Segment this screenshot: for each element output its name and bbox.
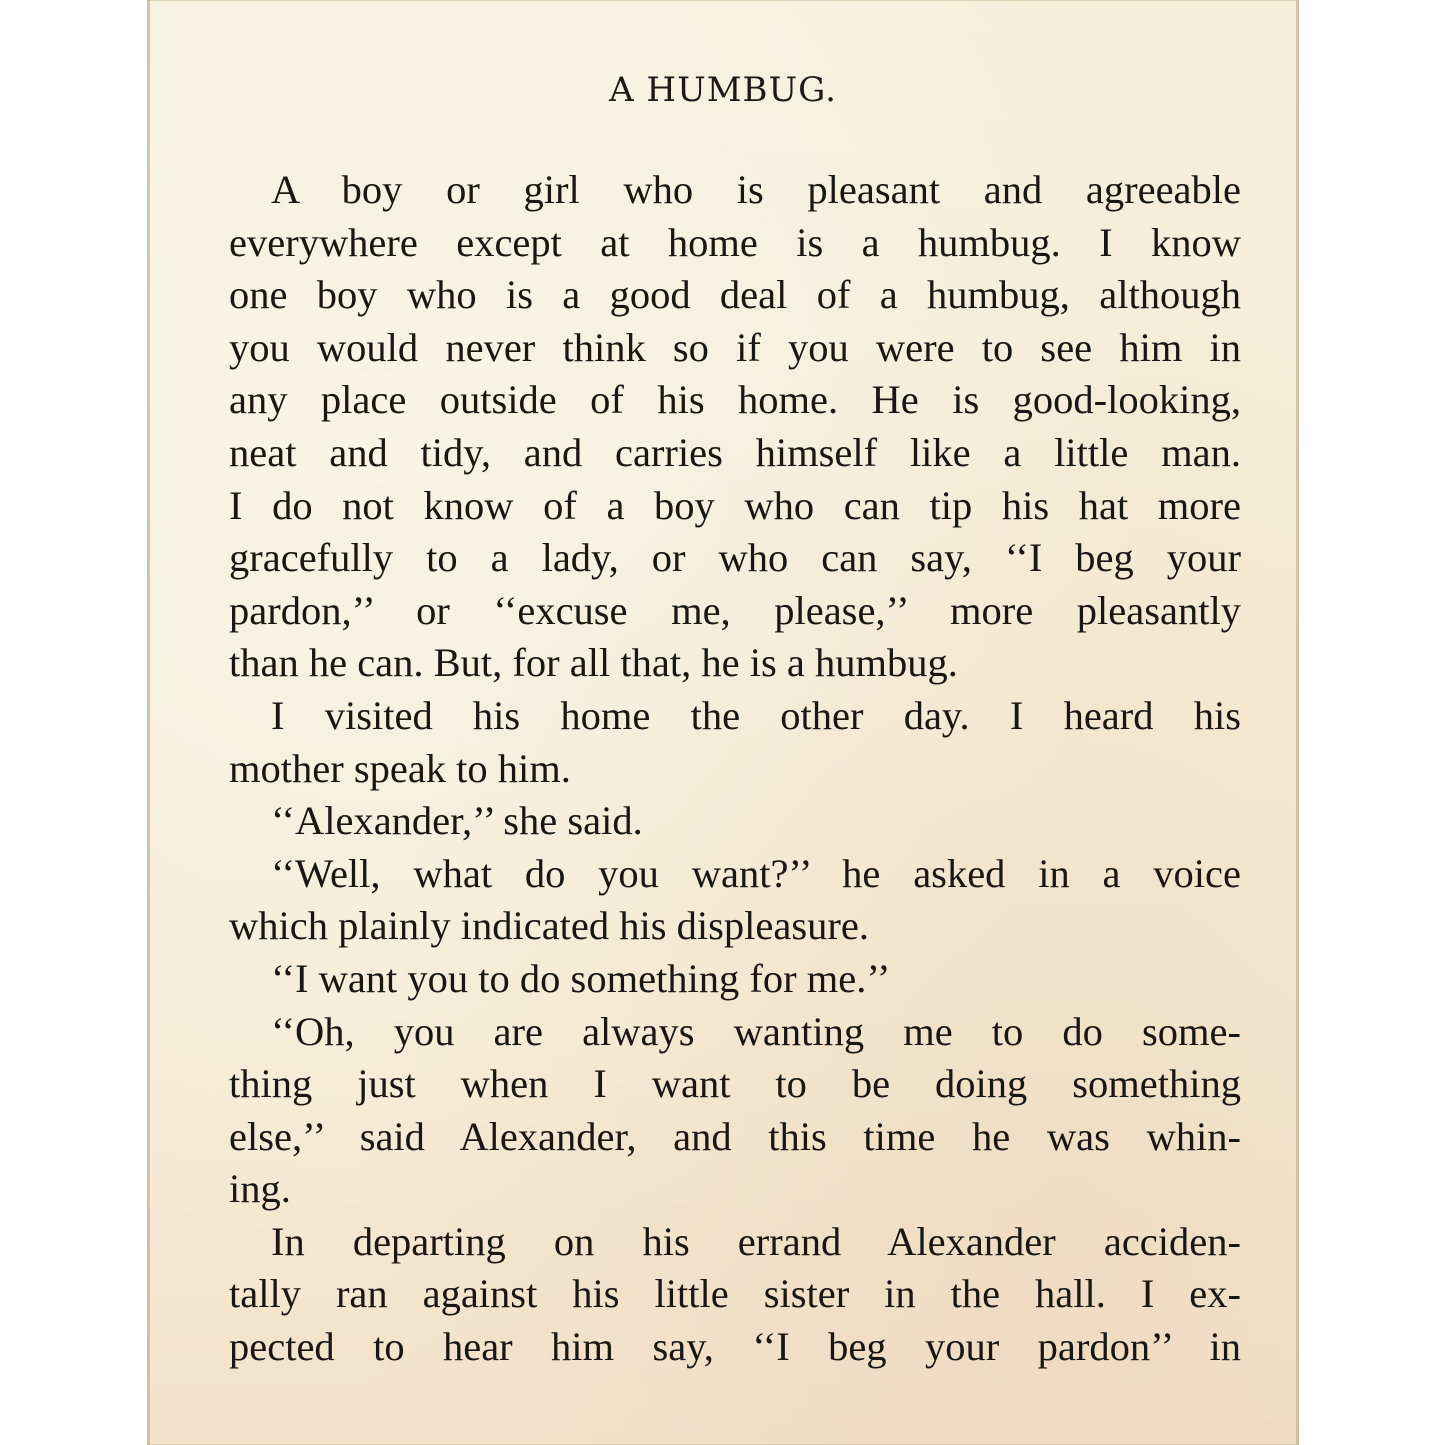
text-line: than he can. But, for all that, he is a humbug. xyxy=(229,640,958,686)
text-line: mother speak to him. xyxy=(229,745,571,791)
text-line: ‘‘Alexander,’’ she said. xyxy=(271,798,643,844)
text-line: I do not know of a boy who can tip his hat more xyxy=(229,482,1241,528)
text-line: you would never think so if you were to see him in xyxy=(229,324,1241,370)
text-line: ‘‘Well, what do you want?’’ he asked in a voice xyxy=(271,850,1241,896)
text-line: pardon,’’ or ‘‘excuse me, please,’’ more pleasantly xyxy=(229,587,1241,633)
text-line: ‘‘I want you to do something for me.’’ xyxy=(271,955,891,1001)
text-line: else,’’ said Alexander, and this time he was whin- xyxy=(229,1113,1241,1159)
text-line: In departing on his errand Alexander acciden- xyxy=(271,1218,1241,1264)
text-line: ‘‘Oh, you are always wanting me to do some- xyxy=(271,1008,1241,1054)
text-line: tally ran against his little sister in the hall. I ex- xyxy=(229,1271,1241,1317)
body-text xyxy=(229,164,1241,1374)
text-line: one boy who is a good deal of a humbug, although xyxy=(229,272,1241,318)
text-line: which plainly indicated his displeasure. xyxy=(229,903,869,949)
text-line: pected to hear him say, ‘‘I beg your pardon’’ in xyxy=(229,1324,1241,1370)
text-line: thing just when I want to be doing something xyxy=(229,1061,1241,1107)
text-line: neat and tidy, and carries himself like a little man. xyxy=(229,429,1241,475)
paper-left-edge xyxy=(147,0,150,1445)
text-line: everywhere except at home is a humbug. I know xyxy=(229,219,1241,265)
text-line: I visited his home the other day. I heard his xyxy=(271,692,1241,738)
paper-right-edge xyxy=(1296,0,1299,1445)
document-title: A HUMBUG. xyxy=(609,70,837,110)
text-line: any place outside of his home. He is good-looking, xyxy=(229,377,1241,423)
text-line: ing. xyxy=(229,1166,291,1212)
text-line: gracefully to a lady, or who can say, ‘‘I beg your xyxy=(229,535,1241,581)
text-line: A boy or girl who is pleasant and agreeable xyxy=(271,167,1241,212)
